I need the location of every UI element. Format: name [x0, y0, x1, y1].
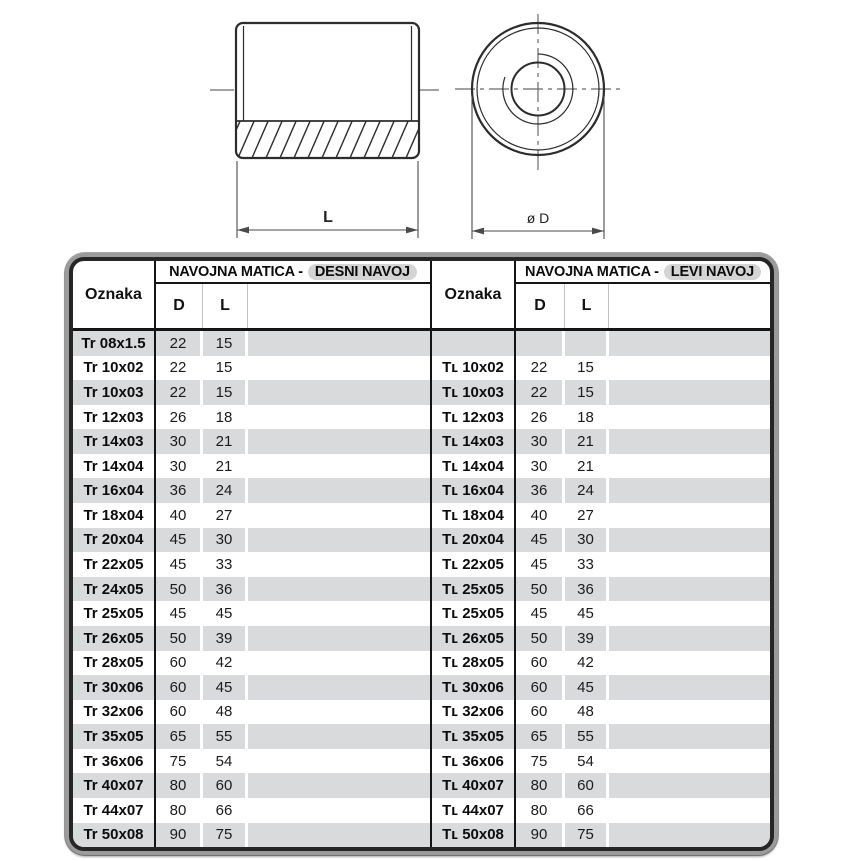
cell-oznaka: Tr 26x05: [73, 626, 156, 651]
cell-oznaka: Tʟ 25x05: [432, 601, 516, 626]
table-row: [432, 651, 770, 676]
cell-oznaka: Tʟ 30x06: [432, 675, 516, 700]
cell-d: 22: [156, 380, 203, 405]
cell-l: 21: [565, 429, 609, 454]
cell-oznaka: Tʟ 40x07: [432, 773, 516, 798]
table-row: [432, 552, 770, 577]
cell-l: 27: [203, 503, 248, 528]
cell-empty: [609, 823, 770, 848]
cell-empty: [609, 651, 770, 676]
table-row: [432, 429, 770, 454]
cell-oznaka: Tʟ 36x06: [432, 749, 516, 774]
table: [69, 257, 774, 851]
table-row: [73, 601, 430, 626]
cell-empty: [248, 528, 430, 553]
cell-l: 42: [565, 651, 609, 676]
cell-l: 30: [203, 528, 248, 553]
cell-d: 36: [156, 478, 203, 503]
cell-empty: [248, 454, 430, 479]
cell-empty: [248, 626, 430, 651]
cell-l: 15: [565, 380, 609, 405]
cell-d: 30: [156, 429, 203, 454]
table-row: [73, 528, 430, 553]
cell-oznaka: Tʟ 20x04: [432, 528, 516, 553]
title-highlight: DESNI NAVOJ: [308, 264, 417, 280]
cell-oznaka: Tʟ 10x02: [432, 356, 516, 381]
cell-oznaka: Tr 50x08: [73, 823, 156, 848]
table-row: [432, 773, 770, 798]
cell-d: 45: [156, 528, 203, 553]
arrowhead-right: [406, 227, 418, 234]
cell-empty: [248, 675, 430, 700]
cell-d: 22: [156, 331, 203, 356]
cell-oznaka: Tʟ 32x06: [432, 700, 516, 725]
cell-d: 26: [156, 405, 203, 430]
cell-l: 15: [203, 356, 248, 381]
column-header-d: D: [516, 284, 565, 328]
table-row: [73, 724, 430, 749]
cell-d: 90: [516, 823, 565, 848]
cell-d: 36: [516, 478, 565, 503]
table-row: [73, 675, 430, 700]
column-header-empty: [248, 284, 430, 328]
cell-d: 45: [516, 601, 565, 626]
left-header-right: [156, 261, 430, 328]
cell-oznaka: Tr 30x06: [73, 675, 156, 700]
cell-empty: [248, 478, 430, 503]
cell-oznaka: Tr 32x06: [73, 700, 156, 725]
table-row: [73, 331, 430, 356]
cell-oznaka: Tr 16x04: [73, 478, 156, 503]
cell-empty: [609, 577, 770, 602]
cell-l: 45: [565, 675, 609, 700]
cell-empty: [609, 331, 770, 356]
cell-d: 50: [156, 626, 203, 651]
cell-empty: [248, 700, 430, 725]
cell-l: 45: [203, 601, 248, 626]
cell-oznaka: Tr 14x04: [73, 454, 156, 479]
table-row: [73, 503, 430, 528]
cell-d: 90: [156, 823, 203, 848]
left-subheader: [156, 284, 430, 328]
cell-oznaka: Tr 40x07: [73, 773, 156, 798]
table-row: [73, 356, 430, 381]
cell-d: 45: [156, 601, 203, 626]
cell-d: 80: [156, 798, 203, 823]
cell-l: 33: [203, 552, 248, 577]
right-table-rows: [432, 331, 770, 847]
cell-empty: [248, 380, 430, 405]
cell-empty: [248, 724, 430, 749]
cell-d: 40: [156, 503, 203, 528]
cell-d: 26: [516, 405, 565, 430]
cell-l: 55: [203, 724, 248, 749]
cell-l: 21: [203, 454, 248, 479]
cell-l: 42: [203, 651, 248, 676]
table-row: [432, 405, 770, 430]
cell-empty: [248, 503, 430, 528]
table-row: [73, 405, 430, 430]
arrowhead-left: [237, 227, 249, 234]
cell-d: 30: [516, 454, 565, 479]
right-table-header: [432, 261, 770, 331]
cell-empty: [248, 773, 430, 798]
cell-l: 15: [203, 331, 248, 356]
table-row: [432, 528, 770, 553]
cell-empty: [609, 528, 770, 553]
cell-d: 60: [156, 700, 203, 725]
cell-d: 60: [156, 651, 203, 676]
technical-drawings: [0, 0, 860, 250]
table-row: [432, 675, 770, 700]
cell-empty: [248, 749, 430, 774]
cell-oznaka: Tʟ 22x05: [432, 552, 516, 577]
cell-empty: [248, 405, 430, 430]
cell-l: 60: [203, 773, 248, 798]
table-row: [432, 331, 770, 356]
table-row: [73, 429, 430, 454]
table-title-left: [156, 261, 430, 284]
cell-l: 48: [203, 700, 248, 725]
cell-d: 75: [516, 749, 565, 774]
cell-empty: [609, 675, 770, 700]
cell-oznaka: Tr 25x05: [73, 601, 156, 626]
cell-empty: [609, 724, 770, 749]
right-header-right: [516, 261, 770, 328]
table-row: [432, 577, 770, 602]
cell-l: 30: [565, 528, 609, 553]
cell-empty: [609, 356, 770, 381]
cell-d: 65: [516, 724, 565, 749]
cell-empty: [609, 601, 770, 626]
table-row: [432, 700, 770, 725]
table-row: [73, 651, 430, 676]
cell-empty: [248, 356, 430, 381]
table-title-right: [516, 261, 770, 284]
column-header-oznaka: Oznaka: [432, 261, 516, 328]
cell-oznaka: Tr 36x06: [73, 749, 156, 774]
cell-l: 18: [203, 405, 248, 430]
table-row: [73, 626, 430, 651]
cell-empty: [248, 823, 430, 848]
cell-d: 22: [156, 356, 203, 381]
cell-oznaka: Tʟ 44x07: [432, 798, 516, 823]
cell-oznaka: Tr 28x05: [73, 651, 156, 676]
cell-l: 18: [565, 405, 609, 430]
cell-l: 66: [565, 798, 609, 823]
cell-l: 54: [203, 749, 248, 774]
cell-d: 50: [516, 577, 565, 602]
table-row: [432, 749, 770, 774]
cell-l: 55: [565, 724, 609, 749]
cell-empty: [609, 380, 770, 405]
table-row: [73, 823, 430, 848]
table-frame: [65, 253, 778, 855]
table-row: [432, 626, 770, 651]
cell-oznaka: [432, 331, 516, 356]
left-table-rows: [73, 331, 430, 847]
column-header-l: L: [565, 284, 609, 328]
table-row: [432, 724, 770, 749]
cell-d: 40: [516, 503, 565, 528]
cell-d: 50: [156, 577, 203, 602]
cell-empty: [609, 478, 770, 503]
cell-oznaka: Tr 20x04: [73, 528, 156, 553]
cell-d: 30: [516, 429, 565, 454]
cell-oznaka: Tr 10x03: [73, 380, 156, 405]
table-row: [432, 454, 770, 479]
cell-d: 65: [156, 724, 203, 749]
cell-d: 75: [156, 749, 203, 774]
cell-l: 66: [203, 798, 248, 823]
table-row: [432, 823, 770, 848]
cell-l: 45: [565, 601, 609, 626]
cell-l: 15: [203, 380, 248, 405]
front-view-drawing: [455, 14, 624, 239]
cell-l: [565, 331, 609, 356]
cell-d: 60: [516, 675, 565, 700]
cell-empty: [609, 552, 770, 577]
cell-d: 60: [516, 700, 565, 725]
table-row: [73, 577, 430, 602]
nut-body-outline: [236, 23, 419, 158]
dimension-label-L: L: [323, 209, 333, 226]
cell-l: 45: [203, 675, 248, 700]
right-table: [430, 261, 770, 847]
cell-oznaka: Tr 35x05: [73, 724, 156, 749]
cell-empty: [609, 429, 770, 454]
cell-oznaka: Tʟ 14x03: [432, 429, 516, 454]
cell-l: 60: [565, 773, 609, 798]
cell-empty: [248, 552, 430, 577]
cell-oznaka: Tʟ 14x04: [432, 454, 516, 479]
cell-oznaka: Tʟ 18x04: [432, 503, 516, 528]
cell-l: 39: [203, 626, 248, 651]
cell-empty: [609, 798, 770, 823]
table-row: [432, 380, 770, 405]
cell-empty: [248, 429, 430, 454]
table-row: [73, 798, 430, 823]
title-highlight: LEVI NAVOJ: [664, 264, 761, 280]
cell-oznaka: Tʟ 12x03: [432, 405, 516, 430]
table-row: [432, 478, 770, 503]
cell-oznaka: Tr 14x03: [73, 429, 156, 454]
cell-oznaka: Tʟ 28x05: [432, 651, 516, 676]
table-row: [432, 503, 770, 528]
cell-l: 21: [203, 429, 248, 454]
cell-d: 45: [516, 552, 565, 577]
cell-oznaka: Tʟ 50x08: [432, 823, 516, 848]
table-row: [73, 700, 430, 725]
cell-d: 80: [516, 773, 565, 798]
cell-l: 33: [565, 552, 609, 577]
cell-empty: [609, 700, 770, 725]
cell-oznaka: Tʟ 16x04: [432, 478, 516, 503]
cell-l: 36: [565, 577, 609, 602]
cell-oznaka: Tr 12x03: [73, 405, 156, 430]
cell-oznaka: Tr 22x05: [73, 552, 156, 577]
cell-d: 22: [516, 356, 565, 381]
cell-l: 24: [565, 478, 609, 503]
cell-empty: [609, 773, 770, 798]
cell-empty: [248, 601, 430, 626]
cell-d: 50: [516, 626, 565, 651]
cell-oznaka: Tʟ 26x05: [432, 626, 516, 651]
cell-d: 60: [516, 651, 565, 676]
table-row: [73, 749, 430, 774]
table-row: [73, 552, 430, 577]
cell-oznaka: Tr 18x04: [73, 503, 156, 528]
left-table: [73, 261, 430, 847]
cell-empty: [609, 626, 770, 651]
cell-d: 80: [516, 798, 565, 823]
cell-l: 21: [565, 454, 609, 479]
cell-l: 75: [565, 823, 609, 848]
table-row: [73, 478, 430, 503]
title-prefix: NAVOJNA MATICA -: [525, 263, 659, 280]
cell-empty: [609, 405, 770, 430]
cell-l: 54: [565, 749, 609, 774]
cell-empty: [609, 454, 770, 479]
side-view-drawing: [210, 23, 440, 238]
cell-d: [516, 331, 565, 356]
cell-l: 39: [565, 626, 609, 651]
table-row: [73, 380, 430, 405]
cell-l: 27: [565, 503, 609, 528]
cell-oznaka: Tr 44x07: [73, 798, 156, 823]
cell-l: 24: [203, 478, 248, 503]
cell-empty: [609, 503, 770, 528]
cell-oznaka: Tʟ 25x05: [432, 577, 516, 602]
cell-l: 36: [203, 577, 248, 602]
cell-d: 30: [156, 454, 203, 479]
arrowhead-right: [592, 228, 604, 235]
column-header-empty: [609, 284, 770, 328]
arrowhead-left: [472, 228, 484, 235]
cell-empty: [248, 577, 430, 602]
dimension-L: [237, 161, 418, 238]
cell-empty: [248, 651, 430, 676]
cell-d: 80: [156, 773, 203, 798]
cell-oznaka: Tr 10x02: [73, 356, 156, 381]
cell-d: 45: [156, 552, 203, 577]
cell-oznaka: Tʟ 35x05: [432, 724, 516, 749]
column-header-l: L: [203, 284, 248, 328]
cell-d: 60: [156, 675, 203, 700]
cell-oznaka: Tr 24x05: [73, 577, 156, 602]
table-row: [432, 601, 770, 626]
cell-empty: [248, 331, 430, 356]
cell-oznaka: Tr 08x1.5: [73, 331, 156, 356]
column-header-d: D: [156, 284, 203, 328]
left-table-header: [73, 261, 430, 331]
cell-empty: [248, 798, 430, 823]
title-prefix: NAVOJNA MATICA -: [169, 263, 303, 280]
cell-d: 22: [516, 380, 565, 405]
dimension-label-D: ø D: [526, 210, 550, 226]
cell-empty: [609, 749, 770, 774]
column-header-oznaka: Oznaka: [73, 261, 156, 328]
cell-l: 48: [565, 700, 609, 725]
cell-oznaka: Tʟ 10x03: [432, 380, 516, 405]
cell-l: 15: [565, 356, 609, 381]
table-row: [432, 356, 770, 381]
cell-d: 45: [516, 528, 565, 553]
right-subheader: [516, 284, 770, 328]
cell-l: 75: [203, 823, 248, 848]
table-row: [73, 454, 430, 479]
table-row: [432, 798, 770, 823]
table-row: [73, 773, 430, 798]
